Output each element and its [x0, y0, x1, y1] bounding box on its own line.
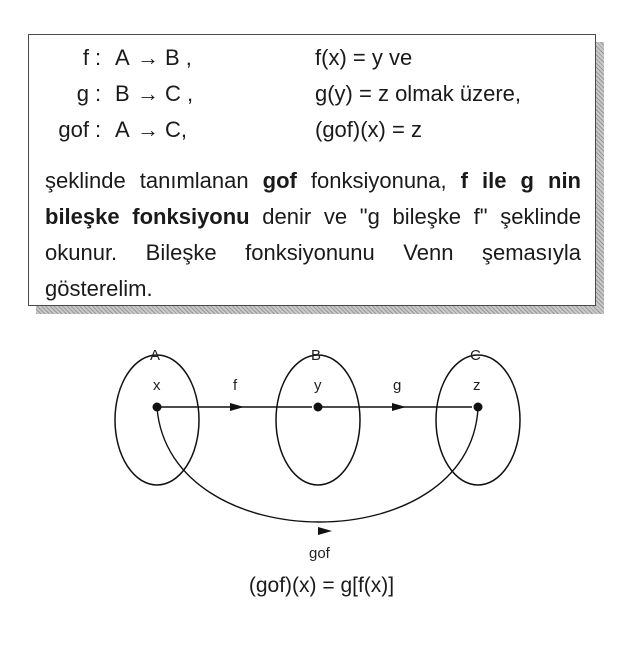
- point-z-dot: [474, 403, 483, 412]
- def-domain: A: [115, 117, 130, 142]
- para-text-2: fonksiyonuna,: [296, 168, 461, 193]
- arrow-gof-curve: [157, 408, 478, 522]
- def-codomain: B ,: [165, 45, 192, 70]
- point-label-x: x: [153, 377, 161, 394]
- composite-formula: (gof)(x) = g[f(x)]: [248, 574, 395, 597]
- def-codomain: C ,: [165, 81, 194, 106]
- arrow-g-head: [392, 403, 406, 411]
- def-name: g: [76, 81, 89, 106]
- def-name: f: [82, 45, 89, 70]
- arrow-f-head: [230, 403, 244, 411]
- def-codomain: C,: [165, 117, 187, 142]
- set-label-a: A: [150, 347, 161, 364]
- def-rule: g(y) = z olmak üzere,: [315, 81, 522, 106]
- point-x-dot: [153, 403, 162, 412]
- arrow-icon: →: [137, 81, 159, 106]
- set-label-b: B: [311, 347, 322, 364]
- def-colon: :: [95, 117, 102, 142]
- para-text-3: denir ve "g bileşke f" şeklinde okunur. Bileşke fonksiyonunu Venn şemasıyla gösterelim.: [45, 204, 581, 301]
- set-b-ellipse: [276, 355, 360, 485]
- arrow-icon: →: [137, 117, 159, 142]
- def-name: gof: [58, 117, 89, 142]
- arrow-gof-head: [318, 527, 332, 535]
- set-a-ellipse: [115, 355, 199, 485]
- def-rule: f(x) = y ve: [315, 45, 413, 70]
- point-label-z: z: [473, 377, 481, 394]
- point-y-dot: [314, 403, 323, 412]
- def-domain: B: [115, 81, 130, 106]
- map-label-gof: gof: [309, 545, 330, 562]
- set-c-ellipse: [436, 355, 520, 485]
- arrow-icon: →: [137, 45, 159, 70]
- para-bold-gof: gof: [262, 168, 297, 193]
- para-text-1: şeklinde tanımlanan: [45, 168, 263, 193]
- map-label-g: g: [393, 377, 402, 394]
- para-bold-composite: f ile g nin bileşke fonksiyonu: [45, 168, 581, 229]
- def-colon: :: [95, 81, 102, 106]
- point-label-y: y: [314, 377, 322, 394]
- def-colon: :: [95, 45, 102, 70]
- map-label-f: f: [233, 377, 238, 394]
- set-label-c: C: [470, 347, 481, 364]
- def-rule: (gof)(x) = z: [315, 117, 422, 142]
- def-domain: A: [115, 45, 130, 70]
